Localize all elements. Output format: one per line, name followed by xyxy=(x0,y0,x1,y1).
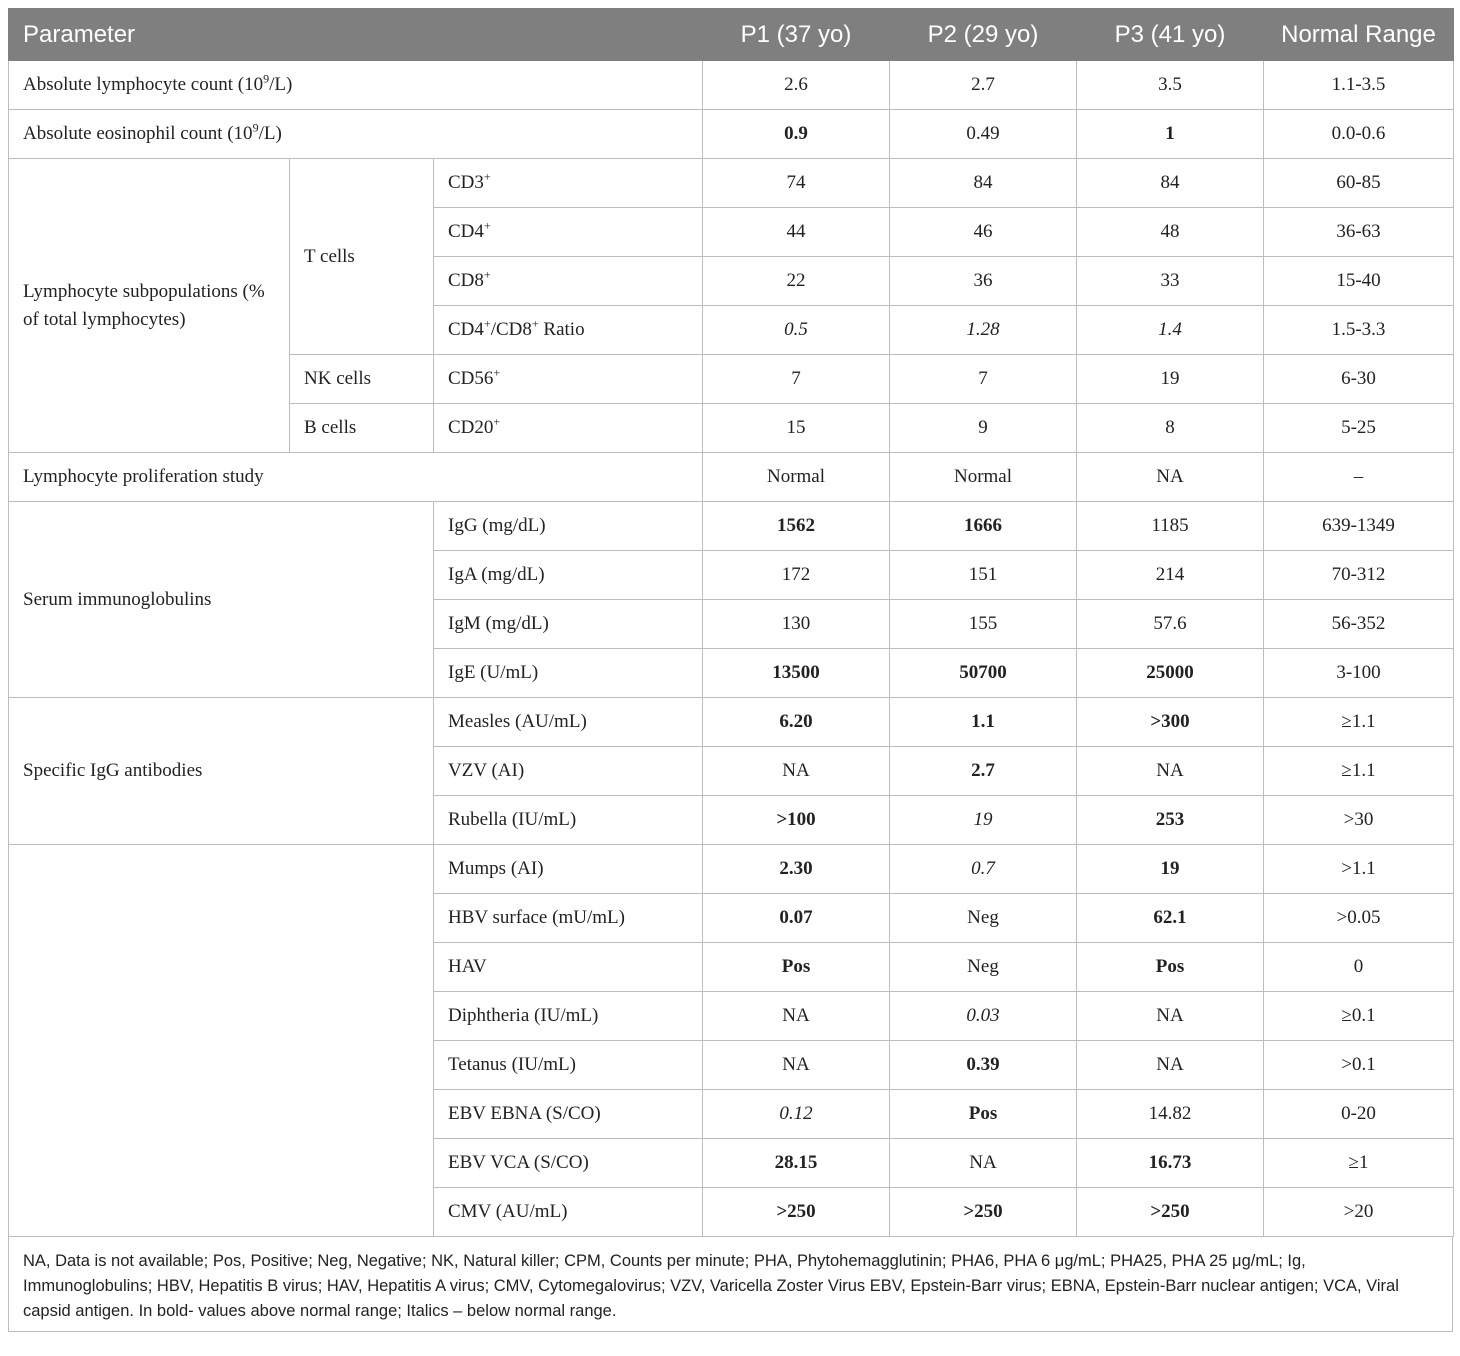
cell-range: 3-100 xyxy=(1264,649,1454,698)
cell-range: 0 xyxy=(1264,943,1454,992)
table-row xyxy=(9,61,1454,110)
cell-p2: 1666 xyxy=(890,502,1077,551)
row-label: CD20+ xyxy=(434,404,703,453)
cell-p1: >100 xyxy=(703,796,890,845)
subgroup-label: T cells xyxy=(290,159,434,355)
row-label: CD56+ xyxy=(434,355,703,404)
cell-p2: 36 xyxy=(890,257,1077,306)
row-label: EBV VCA (S/CO) xyxy=(434,1139,703,1188)
cell-p1: 0.9 xyxy=(703,110,890,159)
cell-p2: 2.7 xyxy=(890,61,1077,110)
empty-group-cell xyxy=(9,845,434,1237)
cell-range: >20 xyxy=(1264,1188,1454,1237)
cell-p2: NA xyxy=(890,1139,1077,1188)
row-label: CD4+ xyxy=(434,208,703,257)
header-row xyxy=(9,9,1454,61)
cell-p3: NA xyxy=(1077,1041,1264,1090)
cell-p1: 74 xyxy=(703,159,890,208)
cell-p1: 0.5 xyxy=(703,306,890,355)
cell-range: 1.1-3.5 xyxy=(1264,61,1454,110)
cell-p3: 14.82 xyxy=(1077,1090,1264,1139)
cell-p3: 1185 xyxy=(1077,502,1264,551)
row-label: VZV (AI) xyxy=(434,747,703,796)
cell-p2: Normal xyxy=(890,453,1077,502)
results-table-container xyxy=(8,8,1453,1332)
cell-p2: 155 xyxy=(890,600,1077,649)
cell-p1: 13500 xyxy=(703,649,890,698)
row-label: CD8+ xyxy=(434,257,703,306)
cell-p3: Pos xyxy=(1077,943,1264,992)
cell-range: 639-1349 xyxy=(1264,502,1454,551)
cell-p1: 6.20 xyxy=(703,698,890,747)
cell-p1: 7 xyxy=(703,355,890,404)
cell-p1: 2.30 xyxy=(703,845,890,894)
cell-range: 15-40 xyxy=(1264,257,1454,306)
row-label: Diphtheria (IU/mL) xyxy=(434,992,703,1041)
cell-p3: 25000 xyxy=(1077,649,1264,698)
cell-p2: 7 xyxy=(890,355,1077,404)
cell-p1: Normal xyxy=(703,453,890,502)
cell-p3: NA xyxy=(1077,453,1264,502)
cell-range: >0.1 xyxy=(1264,1041,1454,1090)
cell-p2: 46 xyxy=(890,208,1077,257)
cell-p2: >250 xyxy=(890,1188,1077,1237)
cell-range: ≥1.1 xyxy=(1264,747,1454,796)
subgroup-label: B cells xyxy=(290,404,434,453)
cell-range: 0.0-0.6 xyxy=(1264,110,1454,159)
cell-p2: 84 xyxy=(890,159,1077,208)
row-label: IgE (U/mL) xyxy=(434,649,703,698)
cell-p1: 0.07 xyxy=(703,894,890,943)
cell-p1: NA xyxy=(703,747,890,796)
cell-p1: 44 xyxy=(703,208,890,257)
cell-p3: >250 xyxy=(1077,1188,1264,1237)
row-label: Tetanus (IU/mL) xyxy=(434,1041,703,1090)
cell-range: 70-312 xyxy=(1264,551,1454,600)
row-label: IgM (mg/dL) xyxy=(434,600,703,649)
cell-p2: 1.28 xyxy=(890,306,1077,355)
cell-range: ≥0.1 xyxy=(1264,992,1454,1041)
table-row xyxy=(9,159,1454,208)
cell-range: – xyxy=(1264,453,1454,502)
cell-p2: Pos xyxy=(890,1090,1077,1139)
cell-p3: 62.1 xyxy=(1077,894,1264,943)
cell-range: ≥1 xyxy=(1264,1139,1454,1188)
cell-p2: 151 xyxy=(890,551,1077,600)
cell-p1: 130 xyxy=(703,600,890,649)
cell-p1: 0.12 xyxy=(703,1090,890,1139)
cell-range: 60-85 xyxy=(1264,159,1454,208)
row-label: CMV (AU/mL) xyxy=(434,1188,703,1237)
row-label: Rubella (IU/mL) xyxy=(434,796,703,845)
cell-p3: 48 xyxy=(1077,208,1264,257)
cell-p1: 1562 xyxy=(703,502,890,551)
cell-p1: 28.15 xyxy=(703,1139,890,1188)
cell-p3: 1.4 xyxy=(1077,306,1264,355)
group-label: Specific IgG antibodies xyxy=(9,698,434,845)
cell-p2: 50700 xyxy=(890,649,1077,698)
cell-p1: NA xyxy=(703,992,890,1041)
cell-p3: 19 xyxy=(1077,355,1264,404)
cell-p3: NA xyxy=(1077,992,1264,1041)
row-label: Absolute lymphocyte count $(10^9/L)$ xyxy=(9,61,703,110)
cell-p3: 214 xyxy=(1077,551,1264,600)
cell-p2: 0.39 xyxy=(890,1041,1077,1090)
table-row xyxy=(9,453,1454,502)
cell-p3: 19 xyxy=(1077,845,1264,894)
table-row xyxy=(9,845,1454,894)
cell-p2: 2.7 xyxy=(890,747,1077,796)
table-row xyxy=(9,698,1454,747)
cell-p3: 84 xyxy=(1077,159,1264,208)
cell-p2: Neg xyxy=(890,943,1077,992)
lab-results-table xyxy=(8,8,1454,1237)
row-label: EBV EBNA (S/CO) xyxy=(434,1090,703,1139)
cell-p3: >300 xyxy=(1077,698,1264,747)
cell-range: 36-63 xyxy=(1264,208,1454,257)
row-label: Measles (AU/mL) xyxy=(434,698,703,747)
cell-range: >30 xyxy=(1264,796,1454,845)
cell-p3: 57.6 xyxy=(1077,600,1264,649)
cell-p2: 19 xyxy=(890,796,1077,845)
cell-range: ≥1.1 xyxy=(1264,698,1454,747)
cell-p1: 2.6 xyxy=(703,61,890,110)
cell-range: >1.1 xyxy=(1264,845,1454,894)
cell-range: >0.05 xyxy=(1264,894,1454,943)
cell-p1: NA xyxy=(703,1041,890,1090)
header-p1: P1 (37 yo) xyxy=(703,9,890,61)
header-normal-range: Normal Range xyxy=(1264,9,1454,61)
cell-p3: 16.73 xyxy=(1077,1139,1264,1188)
cell-p3: 1 xyxy=(1077,110,1264,159)
cell-p1: 15 xyxy=(703,404,890,453)
cell-p2: Neg xyxy=(890,894,1077,943)
cell-range: 1.5-3.3 xyxy=(1264,306,1454,355)
row-label: Lymphocyte proliferation study xyxy=(9,453,703,502)
cell-p2: 9 xyxy=(890,404,1077,453)
cell-range: 56-352 xyxy=(1264,600,1454,649)
cell-p3: NA xyxy=(1077,747,1264,796)
table-row xyxy=(9,502,1454,551)
group-label: Serum immunoglobulins xyxy=(9,502,434,698)
row-label: CD4+/CD8+ Ratio xyxy=(434,306,703,355)
cell-p3: 253 xyxy=(1077,796,1264,845)
cell-p2: 0.7 xyxy=(890,845,1077,894)
cell-p2: 0.49 xyxy=(890,110,1077,159)
cell-p1: Pos xyxy=(703,943,890,992)
cell-range: 0-20 xyxy=(1264,1090,1454,1139)
row-label: CD3+ xyxy=(434,159,703,208)
cell-p2: 1.1 xyxy=(890,698,1077,747)
row-label: HBV surface (mU/mL) xyxy=(434,894,703,943)
cell-p1: >250 xyxy=(703,1188,890,1237)
group-label: Lymphocyte subpopulations (% of total lymphocytes) xyxy=(9,159,290,453)
header-p3: P3 (41 yo) xyxy=(1077,9,1264,61)
row-label: IgA (mg/dL) xyxy=(434,551,703,600)
cell-p3: 3.5 xyxy=(1077,61,1264,110)
cell-p3: 8 xyxy=(1077,404,1264,453)
header-p2: P2 (29 yo) xyxy=(890,9,1077,61)
header-parameter: Parameter xyxy=(9,9,703,61)
cell-range: 5-25 xyxy=(1264,404,1454,453)
cell-p2: 0.03 xyxy=(890,992,1077,1041)
subgroup-label: NK cells xyxy=(290,355,434,404)
table-footnote: NA, Data is not available; Pos, Positive; Neg, Negative; NK, Natural killer; CPM, Counts per minute; PHA, Phytohemagglutinin; PHA6, PHA 6 μg/mL; PHA25, PHA 25 μg/mL; Ig, Immunoglobulins; HBV, Hepatitis B virus; HAV, Hepatitis A virus; CMV, Cytomegalovirus; VZV, Varicella Zoster Virus EBV, Epstein-Barr virus; EBNA, Epstein-Barr nuclear antigen; VCA, Viral capsid antigen. In bold- values above normal range; Italics – below normal range. xyxy=(8,1237,1453,1332)
row-label: Absolute eosinophil count $(10^9/L)$ xyxy=(9,110,703,159)
cell-p1: 22 xyxy=(703,257,890,306)
table-row xyxy=(9,110,1454,159)
cell-p1: 172 xyxy=(703,551,890,600)
cell-range: 6-30 xyxy=(1264,355,1454,404)
cell-p3: 33 xyxy=(1077,257,1264,306)
row-label: HAV xyxy=(434,943,703,992)
row-label: Mumps (AI) xyxy=(434,845,703,894)
row-label: IgG (mg/dL) xyxy=(434,502,703,551)
